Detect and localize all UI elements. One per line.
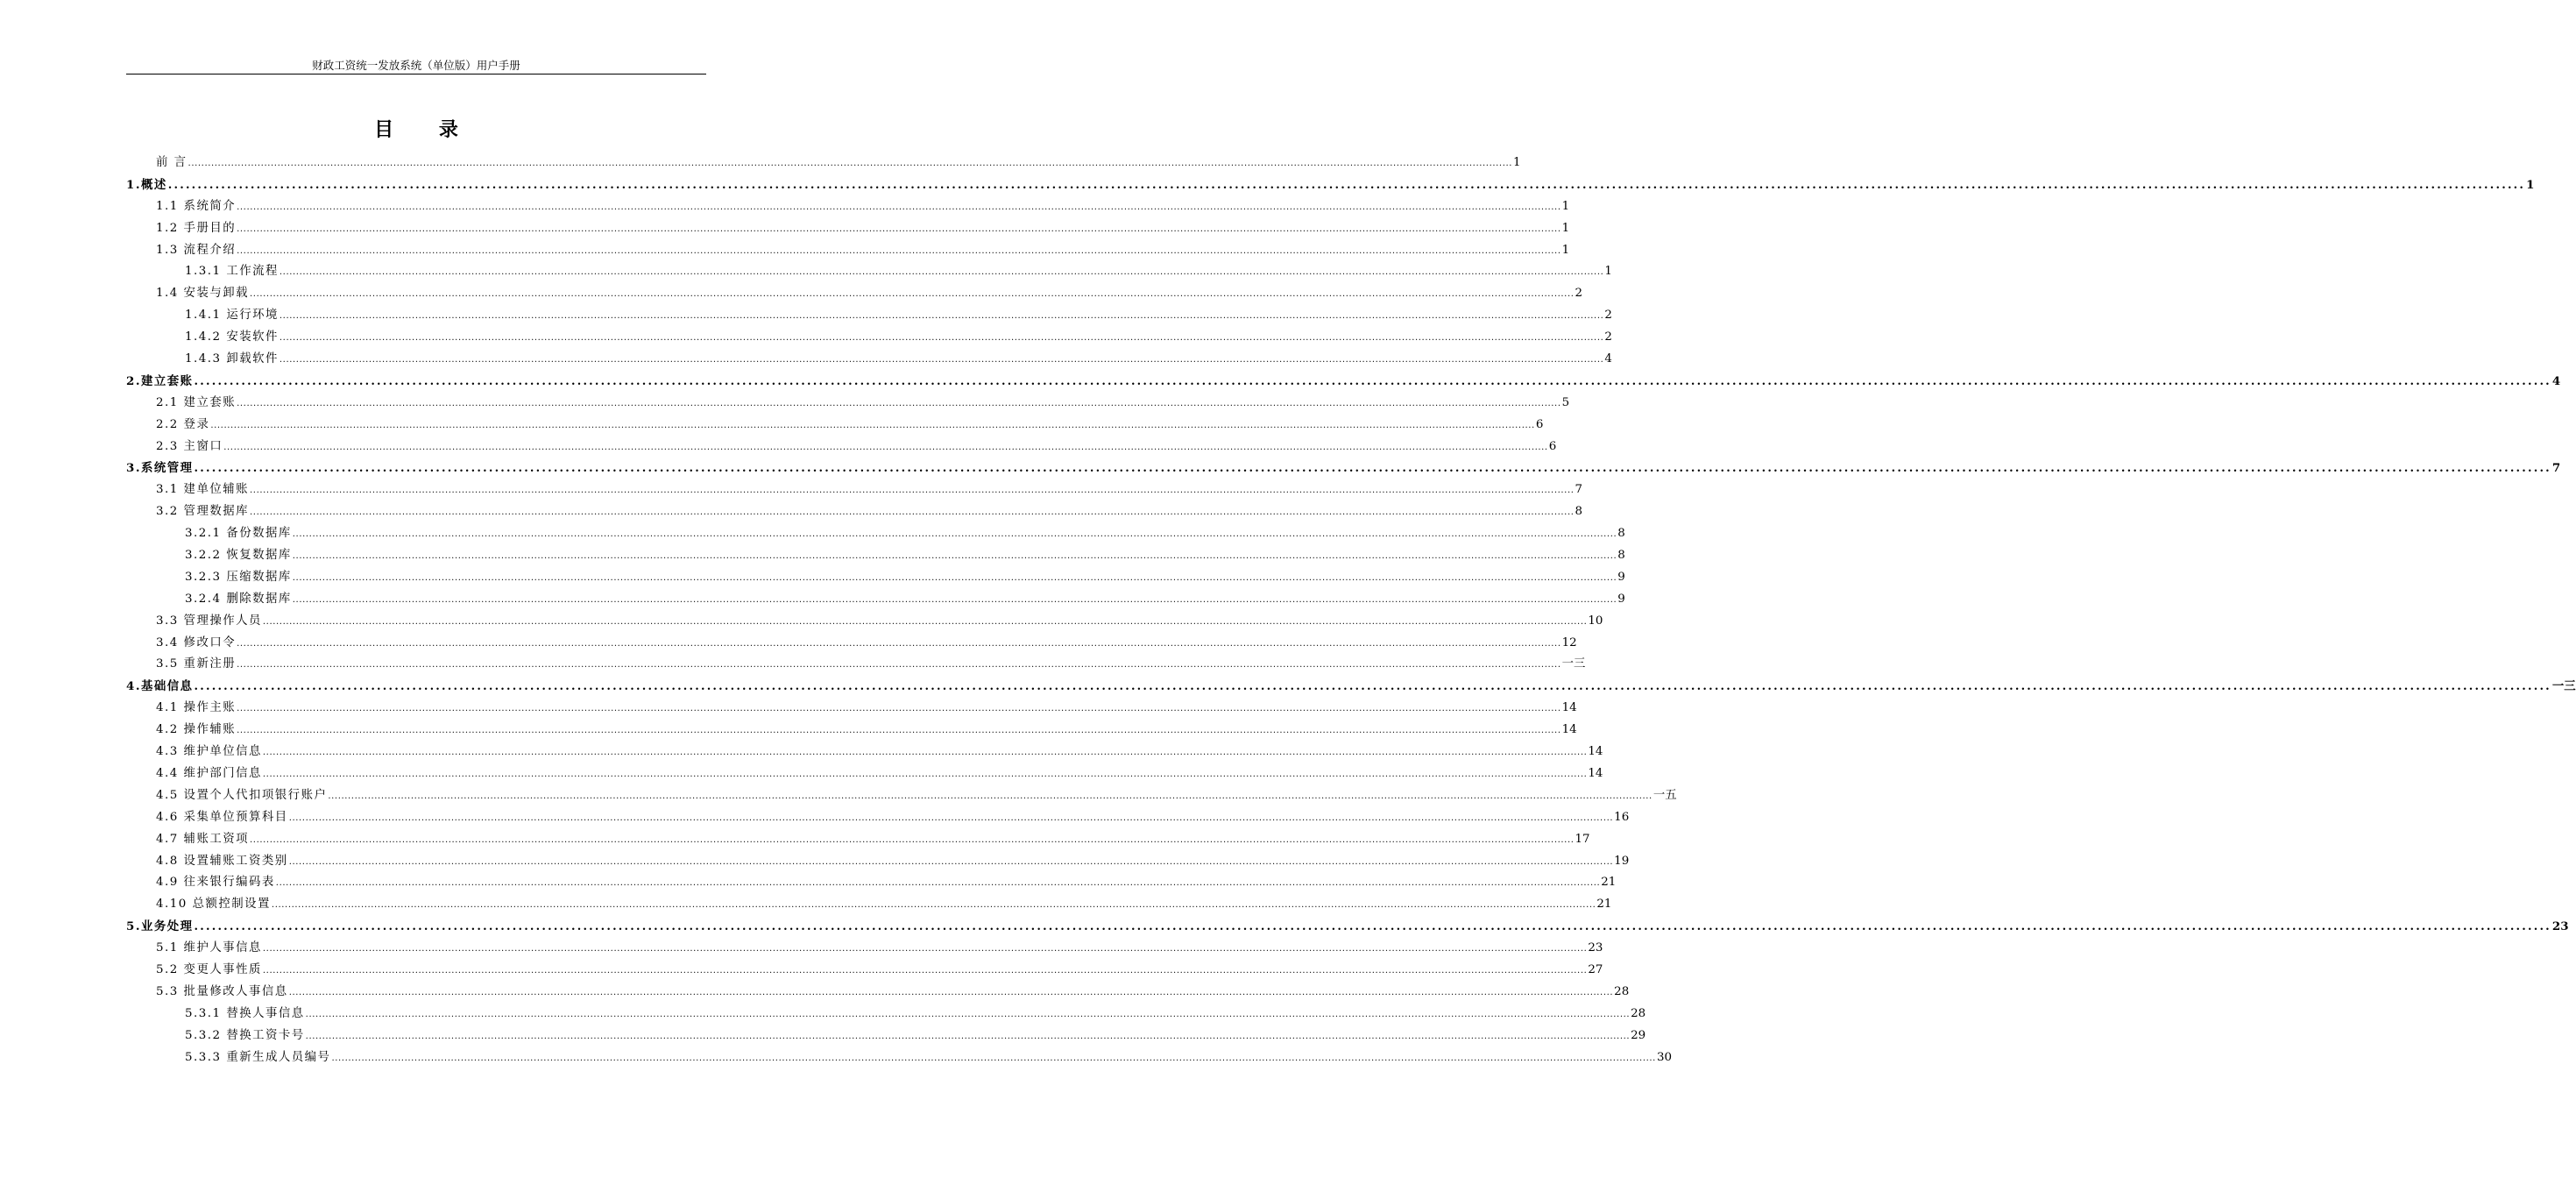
- page-title: 目 录: [374, 118, 478, 141]
- toc-entry-label: 5.3.1 替换人事信息: [185, 1006, 305, 1020]
- toc-leader-dots: ................................................................................................................................................................................................................................................................................................................................................................................................................: [194, 462, 2551, 476]
- toc-entry-label: 5.2 变更人事性质: [156, 962, 262, 976]
- table-of-contents: [126, 153, 2576, 1068]
- toc-entry-page: 19: [1614, 854, 1630, 868]
- toc-entry[interactable]: [126, 742, 1603, 763]
- toc-leader-dots: ................................................................................................................................................................................................................................................................................................................................................................................................................: [292, 594, 1617, 605]
- toc-entry[interactable]: [126, 305, 1612, 327]
- toc-entry[interactable]: [126, 1004, 1646, 1025]
- toc-entry[interactable]: [126, 982, 1630, 1004]
- toc-entry-page: 21: [1601, 876, 1617, 890]
- toc-entry-page: 2: [1575, 287, 1583, 301]
- toc-entry-label: 1.4.2 安装软件: [185, 330, 279, 344]
- toc-entry-page: 7: [2551, 461, 2561, 476]
- toc-entry-label: 1.4.3 卸载软件: [185, 352, 279, 366]
- toc-entry-page: 1: [2526, 177, 2535, 192]
- toc-leader-dots: ................................................................................................................................................................................................................................................................................................................................................................................................................: [328, 791, 1652, 801]
- toc-entry[interactable]: [126, 1047, 1672, 1069]
- toc-leader-dots: ................................................................................................................................................................................................................................................................................................................................................................................................................: [271, 900, 1596, 911]
- toc-entry[interactable]: [126, 436, 1557, 458]
- toc-entry[interactable]: [126, 720, 1577, 742]
- toc-entry[interactable]: [126, 393, 1570, 415]
- toc-entry[interactable]: [126, 153, 1521, 174]
- toc-leader-dots: ................................................................................................................................................................................................................................................................................................................................................................................................................: [262, 748, 1588, 758]
- toc-entry[interactable]: [126, 196, 1570, 218]
- toc-entry-label: 5.3.2 替换工资卡号: [185, 1028, 305, 1042]
- toc-entry-page: 14: [1588, 745, 1603, 759]
- toc-entry[interactable]: [126, 807, 1630, 829]
- toc-entry[interactable]: [126, 523, 1625, 545]
- toc-entry-label: 5.3.3 重新生成人员编号: [185, 1050, 331, 1064]
- toc-leader-dots: ................................................................................................................................................................................................................................................................................................................................................................................................................: [237, 726, 1561, 736]
- toc-entry-label: 2.2 登录: [156, 417, 210, 431]
- toc-entry-label: 3.2.4 删除数据库: [185, 592, 292, 606]
- toc-entry[interactable]: [126, 261, 1612, 283]
- toc-entry-page: 1: [1561, 243, 1570, 257]
- toc-entry[interactable]: [126, 872, 1617, 894]
- toc-leader-dots: ................................................................................................................................................................................................................................................................................................................................................................................................................: [194, 680, 2551, 694]
- toc-entry[interactable]: [126, 654, 1586, 676]
- toc-leader-dots: ................................................................................................................................................................................................................................................................................................................................................................................................................: [305, 1031, 1631, 1041]
- toc-entry-label: 3.1 建单位辅账: [156, 483, 250, 497]
- toc-entry-label: 5.业务处理: [126, 919, 194, 934]
- toc-entry-page: 28: [1614, 984, 1630, 998]
- toc-entry-page: 27: [1588, 962, 1603, 976]
- toc-leader-dots: ................................................................................................................................................................................................................................................................................................................................................................................................................: [262, 769, 1588, 779]
- toc-leader-dots: ................................................................................................................................................................................................................................................................................................................................................................................................................: [237, 202, 1561, 212]
- toc-entry-label: 2.3 主窗口: [156, 439, 223, 453]
- toc-entry-page: 2: [1604, 330, 1612, 344]
- toc-entry-page: 12: [1561, 635, 1577, 649]
- toc-entry-label: 4.8 设置辅账工资类别: [156, 854, 288, 868]
- toc-entry[interactable]: [126, 763, 1603, 785]
- toc-leader-dots: ................................................................................................................................................................................................................................................................................................................................................................................................................: [331, 1053, 1656, 1063]
- toc-entry-label: 2.建立套账: [126, 373, 194, 388]
- toc-entry-label: 1.3.1 工作流程: [185, 265, 279, 279]
- toc-leader-dots: ................................................................................................................................................................................................................................................................................................................................................................................................................: [279, 267, 1604, 278]
- toc-leader-dots: ................................................................................................................................................................................................................................................................................................................................................................................................................: [194, 920, 2551, 934]
- toc-entry-label: 1.4.1 运行环境: [185, 309, 279, 323]
- toc-leader-dots: ................................................................................................................................................................................................................................................................................................................................................................................................................: [237, 638, 1561, 649]
- toc-entry[interactable]: [126, 938, 1603, 960]
- toc-entry-label: 4.4 维护部门信息: [156, 766, 262, 780]
- toc-entry[interactable]: [126, 501, 1583, 523]
- toc-entry[interactable]: [126, 894, 1612, 916]
- toc-entry-label: 1.4 安装与卸载: [156, 287, 250, 301]
- toc-leader-dots: ................................................................................................................................................................................................................................................................................................................................................................................................................: [237, 398, 1561, 408]
- toc-entry-page: 4: [2551, 373, 2561, 388]
- toc-entry-page: 9: [1617, 570, 1625, 584]
- toc-entry-label: 3.3 管理操作人员: [156, 614, 262, 628]
- toc-entry[interactable]: [126, 545, 1625, 567]
- toc-leader-dots: ................................................................................................................................................................................................................................................................................................................................................................................................................: [292, 572, 1617, 583]
- toc-entry-page: 一三: [1561, 657, 1586, 671]
- toc-leader-dots: ................................................................................................................................................................................................................................................................................................................................................................................................................: [250, 834, 1575, 845]
- toc-leader-dots: ................................................................................................................................................................................................................................................................................................................................................................................................................: [279, 311, 1604, 322]
- toc-leader-dots: ................................................................................................................................................................................................................................................................................................................................................................................................................: [279, 333, 1604, 344]
- toc-entry-page: 1: [1513, 156, 1521, 169]
- toc-entry-label: 4.7 辅账工资项: [156, 832, 250, 846]
- toc-entry[interactable]: [126, 283, 1583, 305]
- toc-entry-page: 1: [1561, 221, 1570, 235]
- toc-leader-dots: ................................................................................................................................................................................................................................................................................................................................................................................................................: [288, 987, 1614, 997]
- toc-entry-page: 23: [1588, 941, 1603, 955]
- toc-entry-page: 8: [1575, 505, 1583, 519]
- toc-entry-label: 3.2.2 恢复数据库: [185, 549, 292, 563]
- toc-leader-dots: ................................................................................................................................................................................................................................................................................................................................................................................................................: [237, 704, 1561, 714]
- toc-entry-label: 4.6 采集单位预算科目: [156, 810, 288, 824]
- toc-entry[interactable]: [126, 567, 1625, 589]
- toc-entry-label: 5.3 批量修改人事信息: [156, 984, 288, 998]
- toc-entry[interactable]: [126, 1025, 1646, 1047]
- toc-entry-page: 一三: [2551, 679, 2576, 694]
- toc-entry[interactable]: [126, 240, 1570, 262]
- toc-leader-dots: ................................................................................................................................................................................................................................................................................................................................................................................................................: [237, 245, 1561, 256]
- toc-entry-label: 4.基础信息: [126, 679, 194, 694]
- toc-leader-dots: ................................................................................................................................................................................................................................................................................................................................................................................................................: [279, 355, 1604, 365]
- toc-leader-dots: ................................................................................................................................................................................................................................................................................................................................................................................................................: [250, 289, 1575, 300]
- toc-entry-label: 3.2.3 压缩数据库: [185, 570, 292, 584]
- toc-entry-page: 7: [1575, 483, 1583, 497]
- toc-entry-label: 4.9 往来银行编码表: [156, 876, 275, 890]
- toc-entry[interactable]: [126, 174, 2535, 196]
- toc-entry[interactable]: [126, 676, 2576, 698]
- toc-leader-dots: ................................................................................................................................................................................................................................................................................................................................................................................................................: [262, 965, 1588, 976]
- toc-entry[interactable]: [126, 218, 1570, 240]
- toc-leader-dots: ................................................................................................................................................................................................................................................................................................................................................................................................................: [305, 1009, 1631, 1019]
- toc-leader-dots: ................................................................................................................................................................................................................................................................................................................................................................................................................: [188, 159, 1513, 168]
- toc-leader-dots: ................................................................................................................................................................................................................................................................................................................................................................................................................: [275, 878, 1601, 889]
- toc-entry-page: 16: [1614, 810, 1630, 824]
- toc-leader-dots: ................................................................................................................................................................................................................................................................................................................................................................................................................: [194, 374, 2551, 388]
- toc-leader-dots: ................................................................................................................................................................................................................................................................................................................................................................................................................: [288, 856, 1614, 867]
- toc-entry[interactable]: [126, 458, 2561, 479]
- toc-entry-label: 3.系统管理: [126, 461, 194, 476]
- toc-entry-page: 一五: [1652, 788, 1677, 802]
- toc-leader-dots: ................................................................................................................................................................................................................................................................................................................................................................................................................: [250, 507, 1575, 518]
- toc-entry[interactable]: [126, 916, 2569, 938]
- toc-entry-page: 29: [1631, 1028, 1646, 1042]
- toc-entry-page: 17: [1575, 832, 1590, 846]
- toc-entry-label: 1.2 手册目的: [156, 221, 237, 235]
- toc-entry-page: 28: [1631, 1006, 1646, 1020]
- toc-entry[interactable]: [126, 633, 1577, 655]
- toc-entry-label: 1.概述: [126, 177, 167, 192]
- toc-entry-label: 2.1 建立套账: [156, 395, 237, 409]
- toc-entry-page: 14: [1561, 723, 1577, 737]
- toc-entry-label: 3.2 管理数据库: [156, 505, 250, 519]
- header-rule: [126, 74, 706, 75]
- toc-entry[interactable]: [126, 371, 2561, 393]
- toc-entry-page: 14: [1588, 766, 1603, 780]
- toc-entry-page: 10: [1588, 614, 1603, 628]
- toc-entry-label: 前 言: [156, 156, 188, 169]
- toc-entry[interactable]: [126, 415, 1544, 436]
- toc-entry-page: 2: [1604, 309, 1612, 323]
- toc-leader-dots: ................................................................................................................................................................................................................................................................................................................................................................................................................: [292, 529, 1617, 540]
- toc-entry-label: 4.3 维护单位信息: [156, 745, 262, 759]
- toc-entry-label: 3.5 重新注册: [156, 657, 237, 671]
- toc-entry-label: 4.1 操作主账: [156, 701, 237, 715]
- toc-entry[interactable]: [126, 698, 1577, 720]
- toc-entry-page: 6: [1535, 417, 1544, 431]
- toc-entry-page: 5: [1561, 395, 1570, 409]
- toc-entry[interactable]: [126, 785, 1677, 807]
- toc-entry-page: 6: [1548, 439, 1557, 453]
- toc-leader-dots: ................................................................................................................................................................................................................................................................................................................................................................................................................: [262, 616, 1588, 627]
- toc-entry[interactable]: [126, 851, 1630, 873]
- toc-entry-page: 21: [1596, 898, 1612, 912]
- toc-entry-page: 8: [1617, 527, 1625, 541]
- toc-entry[interactable]: [126, 349, 1612, 371]
- toc-leader-dots: ................................................................................................................................................................................................................................................................................................................................................................................................................: [237, 660, 1561, 671]
- toc-leader-dots: ................................................................................................................................................................................................................................................................................................................................................................................................................: [250, 486, 1575, 496]
- toc-entry-label: 1.3 流程介绍: [156, 243, 237, 257]
- toc-entry[interactable]: [126, 829, 1590, 851]
- toc-entry-page: 14: [1561, 701, 1577, 715]
- toc-entry-page: 9: [1617, 592, 1625, 606]
- toc-entry[interactable]: [126, 960, 1603, 982]
- toc-leader-dots: ................................................................................................................................................................................................................................................................................................................................................................................................................: [167, 178, 2526, 192]
- toc-entry-page: 1: [1604, 265, 1612, 279]
- toc-leader-dots: ................................................................................................................................................................................................................................................................................................................................................................................................................: [288, 813, 1614, 823]
- toc-entry[interactable]: [126, 479, 1583, 501]
- toc-entry-label: 4.5 设置个人代扣项银行账户: [156, 788, 328, 802]
- toc-entry-label: 5.1 维护人事信息: [156, 941, 262, 955]
- toc-leader-dots: ................................................................................................................................................................................................................................................................................................................................................................................................................: [237, 224, 1561, 234]
- toc-entry-page: 30: [1656, 1050, 1672, 1064]
- toc-entry-page: 4: [1604, 352, 1612, 366]
- toc-entry[interactable]: [126, 327, 1612, 349]
- toc-leader-dots: ................................................................................................................................................................................................................................................................................................................................................................................................................: [262, 944, 1588, 954]
- toc-entry-label: 4.10 总额控制设置: [156, 898, 271, 912]
- toc-entry[interactable]: [126, 611, 1603, 633]
- toc-entry-label: 3.4 修改口令: [156, 635, 237, 649]
- toc-entry-page: 8: [1617, 549, 1625, 563]
- toc-entry-page: 1: [1561, 199, 1570, 213]
- toc-entry-label: 3.2.1 备份数据库: [185, 527, 292, 541]
- toc-leader-dots: ................................................................................................................................................................................................................................................................................................................................................................................................................: [210, 420, 1535, 430]
- toc-entry[interactable]: [126, 589, 1625, 611]
- toc-entry-page: 23: [2551, 919, 2569, 934]
- running-header: 财政工资统一发放系统（单位版）用户手册: [312, 59, 520, 72]
- toc-entry-label: 4.2 操作辅账: [156, 723, 237, 737]
- toc-leader-dots: ................................................................................................................................................................................................................................................................................................................................................................................................................: [292, 551, 1617, 562]
- toc-entry-label: 1.1 系统简介: [156, 199, 237, 213]
- toc-leader-dots: ................................................................................................................................................................................................................................................................................................................................................................................................................: [223, 442, 1548, 452]
